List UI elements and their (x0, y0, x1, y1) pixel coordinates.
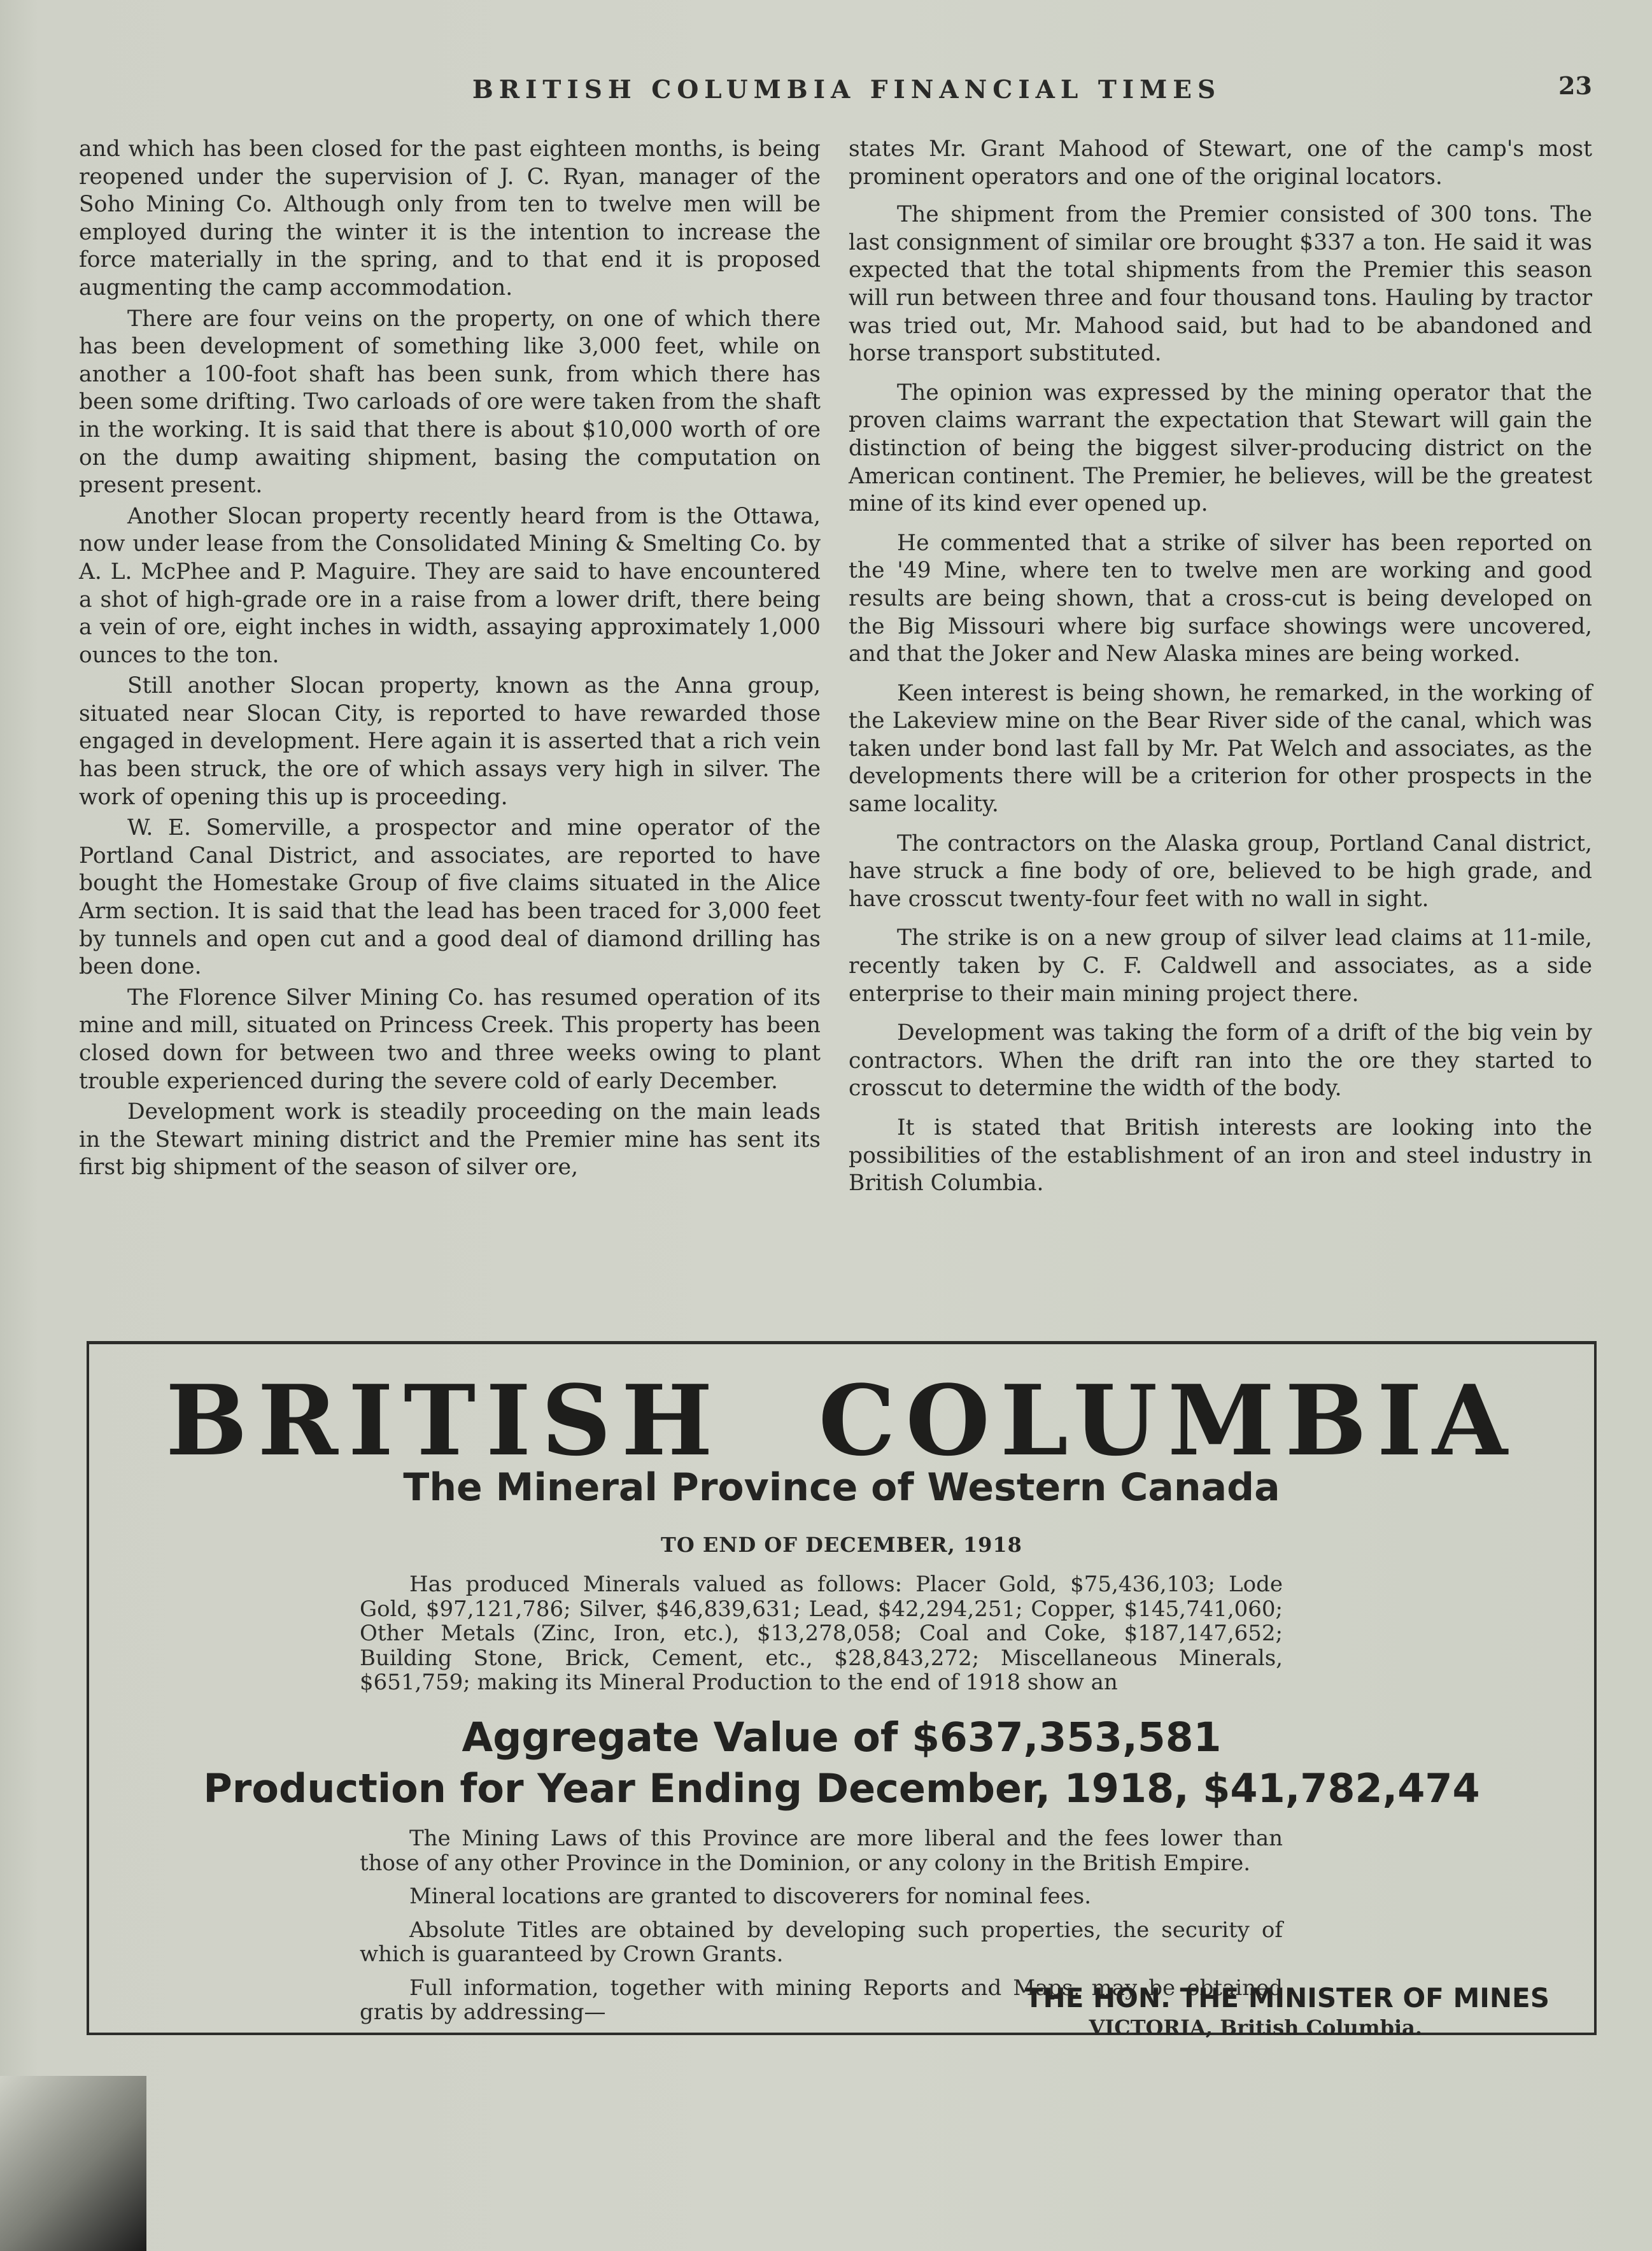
ad-paragraph: Full information, together with mining Reports and Maps, may be obtained gratis by addressing— (360, 1975, 1283, 2025)
left-column (79, 136, 821, 1185)
article-paragraph: Keen interest is being shown, he remarked, in the working of the Lakeview mine on the Bear River side of the canal, which was taken under bond last fall by Mr. Pat Welch and associates, as the developments there will be a criterion for other prospects in the same locality. (849, 680, 1592, 818)
production-summary (360, 1572, 1283, 1704)
minister-line: THE HON. THE MINISTER OF MINES (1024, 1982, 1550, 2013)
article-paragraph: Another Slocan property recently heard from is the Ottawa, now under lease from the Consolidated Mining & Smelting Co. by A. L. McPhee and P. Maguire. They are said to have encountered a shot of high-grade ore in a raise from a lower drift, there being a vein of ore, eight inches in width, assaying approximately 1,000 ounces to the ton. (79, 503, 821, 668)
aggregate-value-line: Aggregate Value of $637,353,581 (462, 1714, 1222, 1761)
article-paragraph: and which has been closed for the past eighteen months, is being reopened under the supervision of J. C. Ryan, manager of the Soho Mining Co. Although only from ten to twelve men will be employed during the winter it is the intention to increase the force materially in the spring, and to that end it is proposed augmenting the camp accommodation. (79, 136, 821, 301)
article-paragraph: The shipment from the Premier consisted of 300 tons. The last consignment of similar ore brought $337 a ton. He said it was expected that the total shipments from the Premier this season will run between three and four thousand tons. Hauling by tractor was tried out, Mr. Mahood said, but had to be abandoned and horse transport substituted. (849, 202, 1592, 367)
article-paragraph: W. E. Somerville, a prospector and mine operator of the Portland Canal District, and associates, are reported to have bought the Homestake Group of five claims situated in the Alice Arm section. It is said that the lead has been traced for 3,000 feet by tunnels and open cut and a good deal of diamond drilling has been done. (79, 815, 821, 980)
article-paragraph: He commented that a strike of silver has been reported on the '49 Mine, where ten to twelve men are working and good results are being shown, that a cross-cut is being developed on the Big Missouri where big surface showings were uncovered, and that the Joker and New Alaska mines are being worked. (849, 530, 1592, 667)
article-paragraph: The opinion was expressed by the mining operator that the proven claims warrant the expectation that Stewart will gain the distinction of being the biggest silver-producing district on the American continent. The Premier, he believes, will be the greatest mine of its kind ever opened up. (849, 380, 1592, 517)
advertisement-title (89, 1363, 1594, 1477)
advertisement-box (87, 1341, 1597, 2040)
annual-production-line: Production for Year Ending December, 1918, $41,782,474 (203, 1765, 1480, 1812)
article-paragraph: Development was taking the form of a drift of the big vein by contractors. When the drift ran into the ore they started to crosscut to determine the width of the body. (849, 1020, 1592, 1102)
ad-paragraph: Mineral locations are granted to discoverers for nominal fees. (409, 1884, 1091, 1909)
article-paragraph: Still another Slocan property, known as the Anna group, situated near Slocan City, is reported to have rewarded those engaged in development. Here again it is asserted that a rich vein has been struck, the ore of which assays very high in silver. The work of opening this up is proceeding. (79, 673, 821, 810)
article-paragraph: The Florence Silver Mining Co. has resumed operation of its mine and mill, situated on Princess Creek. This property has been closed down for between two and three weeks owing to plant trouble experienced during the severe cold of early December. (79, 984, 821, 1094)
advertisement-subtitle: The Mineral Province of Western Canada (403, 1465, 1280, 1510)
article-paragraph: Development work is steadily proceeding on the main leads in the Stewart mining district and the Premier mine has sent its first big shipment of the season of silver ore, (79, 1099, 821, 1181)
article-paragraph: It is stated that British interests are looking into the possibilities of the establishment of an iron and steel industry in British Columbia. (849, 1115, 1592, 1197)
page-shadow (0, 2076, 146, 2251)
article-paragraph: states Mr. Grant Mahood of Stewart, one of the camp's most prominent operators and one of the original locators. (849, 136, 1592, 190)
ad-paragraph: The Mining Laws of this Province are more liberal and the fees lower than those of any other Province in the Dominion, or any colony in the British Empire. (360, 1826, 1283, 1876)
running-header: BRITISH COLUMBIA FINANCIAL TIMES (472, 75, 1222, 104)
ad-paragraph: Absolute Titles are obtained by developing such properties, the security of which is guaranteed by Crown Grants. (360, 1917, 1283, 1967)
address-line: VICTORIA, British Columbia. (1089, 2015, 1422, 2040)
production-paragraph: Has produced Minerals valued as follows: Placer Gold, $75,436,103; Lode Gold, $97,121,786; Silver, $46,839,631; Lead, $42,294,251; Copper, $145,741,060; Other Metals (Zinc, Iron, etc.), $13,278,058; Coal and Coke, $187,147,652; Building Stone, Brick, Cement, etc., $28,843,272; Miscellaneous Minerals, $651,759; making its Mineral Production to the end of 1918 show an (360, 1572, 1283, 1695)
title-word-british: BRITISH (166, 1363, 723, 1477)
right-column (849, 136, 1592, 1209)
article-paragraph: The strike is on a new group of silver lead claims at 11-mile, recently taken by C. F. Caldwell and associates, as a side enterprise to their main mining project there. (849, 925, 1592, 1007)
article-paragraph: The contractors on the Alaska group, Portland Canal district, have struck a fine body of ore, believed to be high grade, and have crosscut twenty-four feet with no wall in sight. (849, 830, 1592, 912)
title-word-columbia: COLUMBIA (818, 1363, 1518, 1477)
advertisement-date-line: TO END OF DECEMBER, 1918 (661, 1533, 1022, 1557)
article-paragraph: There are four veins on the property, on one of which there has been development of something like 3,000 feet, while on another a 100-foot shaft has been sunk, from which there has been some drifting. Two carloads of ore were taken from the shaft in the working. It is said that there is about $10,000 worth of ore on the dump awaiting shipment, basing the computation on present present. (79, 306, 821, 499)
page-number: 23 (1558, 71, 1592, 100)
